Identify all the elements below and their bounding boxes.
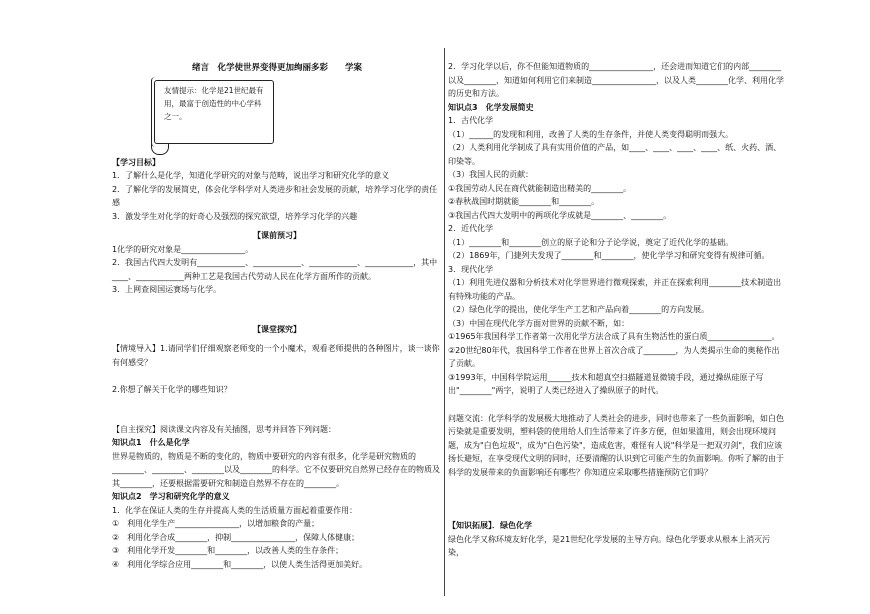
preview-item: 3．上网查阅国运赛场与化学。 [112,285,222,294]
preview-heading: 【课前预习】 [253,231,301,240]
preview-item: 1化学的研究对象是________________。 [112,244,254,254]
tip-scroll [154,80,274,156]
chinese-contrib-item: ②春秋战国时期就能________和________。 [448,197,600,206]
ancient-chem-heading: 1．古代化学 [448,116,494,125]
objectives-heading: 【学习目标】 [112,157,160,167]
chinese-contrib-item: ③我国古代四大发明中的两项化学成就是________、________。 [448,210,672,220]
right-column [448,48,784,560]
kp2-lead: 1．化学在保证人类的生存并提高人类的生活质量方面起着重要作用： [112,505,358,515]
modern-early-heading: 2．近代化学 [448,224,494,233]
objective-item: 2．了解化学的发展简史，体会化学科学对人类进步和社会发展的贡献，培养学习化学的责任感 [112,184,438,207]
preview-item: 2．我国古代四大发明有____________、____________、____________、____________，其中 [112,258,438,267]
tip-text: 友情提示：化学是21世纪最有用，最富于创造性的中心学科之一。 [164,85,264,121]
contemporary-item: （2）绿色化学的提出，使化学生产工艺和产品向着________的方向发展。 [448,305,710,314]
contemporary-item: （1）利用先进仪器和分析技术对化学世界进行微观探索，并正在探索利用________技术制造出有特殊功能的产品。 [448,278,782,301]
extension-text: 绿色化学又称环境友好化学，是21世纪化学发展的主导方向。绿色化学要求从根本上消灭污染， [448,534,771,557]
kp2-item: ② 利用化学合成________，抑制________________，保障人体健康； [112,532,360,542]
learning-outcome: 2．学习化学以后，你不但能知道物质的________________，还会进而知道它们的内部________以及________，知道如何利用它们来制造________________，以及人类________化学、利用化学的历史和方法。 [448,62,784,98]
page-title: 绪言 化学使世界变得更加绚丽多彩 学案 [191,63,362,73]
contemporary-item: ③1993年，中国科学院运用______技术和超真空扫描隧道显微镜手段，通过操纵硅原子写出"________"两字，说明了人类已经进入了操纵原子的时代。 [448,372,764,395]
objective-item: 1．了解什么是化学，知道化学研究的对象与范畴，说出学习和研究化学的意义 [112,171,390,180]
contemporary-heading: 3．现代化学 [448,264,494,274]
contemporary-item: ②20世纪80年代，我国科学工作者在世界上首次合成了________，为人类揭示生命的奥秘作出了贡献。 [448,345,780,368]
chinese-contrib-heading: （3）我国人民的贡献： [448,170,534,179]
kp1-title: 知识点1 什么是化学 [112,438,190,447]
contemporary-item: （3）中国在现代化学方面对世界的贡献不断，如： [448,318,630,328]
self-study-prompt: 【自主探究】阅读课文内容及有关插图，思考并回答下列问题： [112,424,336,434]
intro-question: 【情境导入】1.请同学们仔细观察老师变的一个小魔术，观看老师提供的各种图片，谈一谈你有何感受？ [112,344,440,367]
modern-early-item: （1）________和________创立的原子论和分子论学说，奠定了近代化学的基础。 [448,237,734,247]
objective-item: 3．激发学生对化学的好奇心及强烈的探究欲望，培养学习化学的兴趣 [112,211,358,221]
kp2-title: 知识点2 学习和研究化学的意义 [112,492,230,501]
extension-title: 【知识拓展】．绿色化学 [448,521,532,530]
question-2: 2.你想了解关于化学的哪些知识？ [112,385,232,394]
preview-item: ____、____________两种工艺是我国古代劳动人民在化学方面所作的贡献。 [112,271,376,281]
discussion-text: 问题交流：化学科学的发展极大地推动了人类社会的进步，同时也带来了一些负面影响，如白色污染就是重要发明，塑料袋的使用给人们生活带来了许多方便，但如果滥用，则会出现环境问题，成为"白色垃圾"，成为"白色污染"，造成危害，难怪有人说"科学是一把双刃剑"，我们应该扬长避短，在享受现代文明的同时，还要清醒的认识到它可能产生的负面影响。你听了解的由于科学的发展带来的负面影响还有哪些？你知道应采取哪些措施预防它们吗？ [448,413,784,477]
kp3-title: 知识点3 化学发展简史 [448,102,534,112]
contemporary-item: ①1965年我国科学工作者第一次用化学方法合成了具有生物活性的蛋白质________________。 [448,332,780,341]
modern-early-item: （2）1869年，门捷列夫发现了________和________，使化学学习和研究变得有规律可循。 [448,251,770,260]
chinese-contrib-item: ①我国劳动人民在商代就能制造出精美的________。 [448,183,632,193]
kp2-item: ① 利用化学生产________________，以增加粮食的产量； [112,519,320,528]
ancient-item: （1）______的发现和利用，改善了人类的生存条件，并使人类变得聪明而强大。 [448,129,734,139]
ancient-item: （2）人类利用化学制成了具有实用价值的产品，如____、____、____、____、纸、火药、酒、印染等。 [448,143,782,166]
explore-heading: 【课堂探究】 [253,324,301,334]
kp2-item: ④ 利用化学综合应用________和________，以使人类生活得更加美好。 [112,559,368,569]
left-column [112,48,442,571]
column-divider [444,48,445,596]
kp1-text: 世界是物质的，物质是不断的变化的，物质中要研究的内容有很多，化学是研究物质的________、________、________以及________的科学。它不仅要研究自然界已经存在的物质及其________，还要根据需要研究和制造自然界不存在的________。 [112,451,440,488]
kp2-item: ③ 利用化学开发________和________，以改善人类的生存条件； [112,546,344,555]
